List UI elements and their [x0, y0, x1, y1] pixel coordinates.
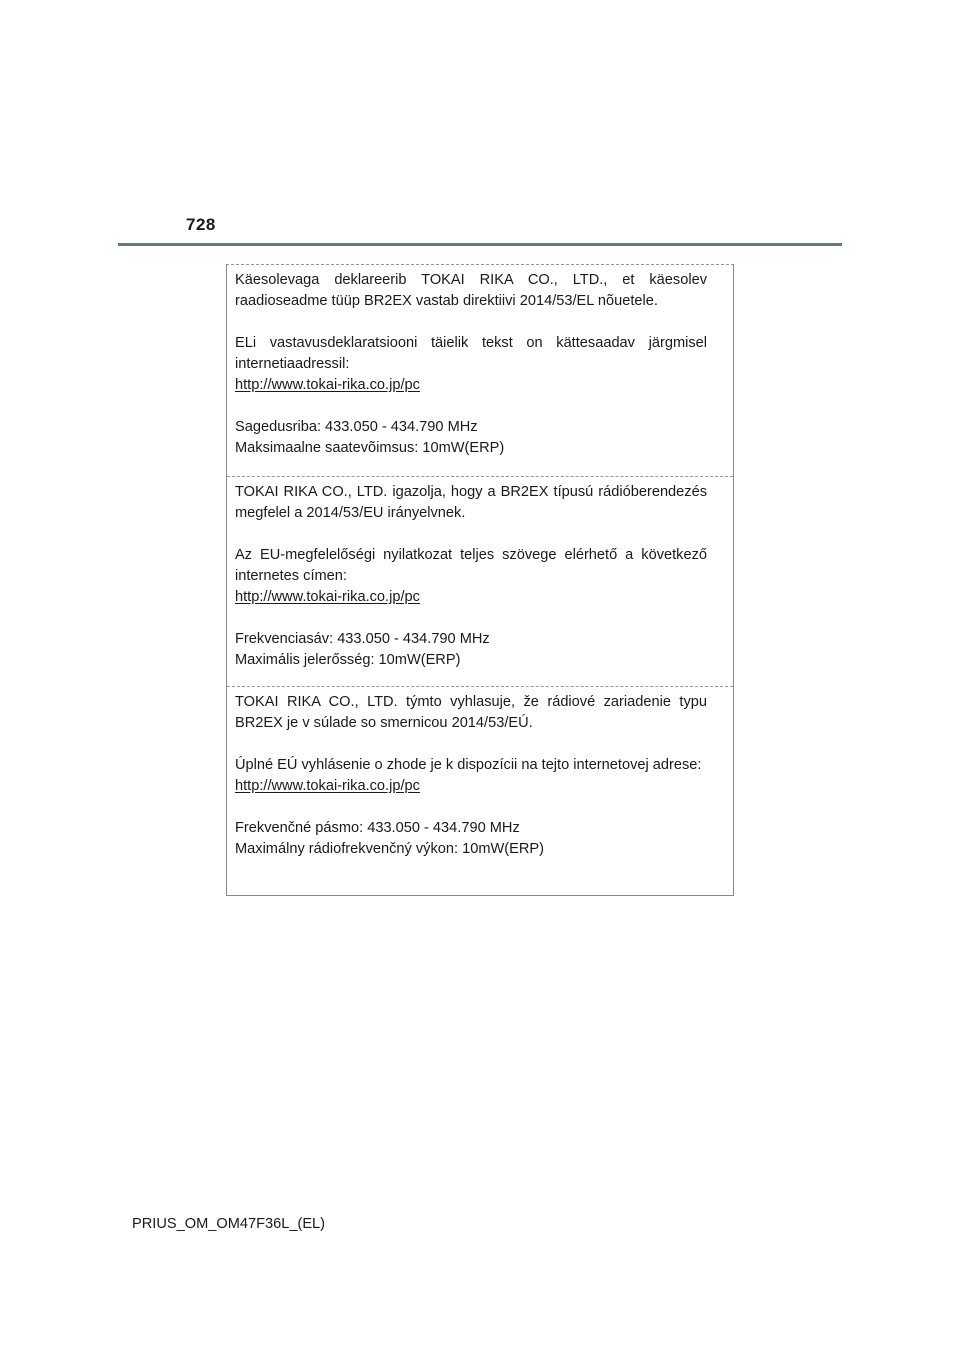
declaration-hungarian [227, 476, 733, 686]
declaration-url-link[interactable]: http://www.tokai-rika.co.jp/pc [235, 589, 420, 605]
full-text-notice: Az EU-megfelelőségi nyilatkozat teljes szövege elérhető a következő internetes címen: [235, 547, 707, 584]
declaration-url-link[interactable]: http://www.tokai-rika.co.jp/pc [235, 377, 420, 393]
declaration-statement: TOKAI RIKA CO., LTD. týmto vyhlasuje, že rádiové zariadenie typu BR2EX je v súlade so smernicou 2014/53/EÚ. [235, 694, 707, 731]
frequency-band: Frekvenčné pásmo: 433.050 - 434.790 MHz [235, 820, 520, 836]
full-text-notice: ELi vastavusdeklaratsiooni täielik tekst on kättesaadav järgmisel internetiaadressil: [235, 335, 707, 372]
declaration-statement: Käesolevaga deklareerib TOKAI RIKA CO., LTD., et käesolev raadioseadme tüüp BR2EX vastab direktiivi 2014/53/EL nõuetele. [235, 272, 707, 309]
max-power: Maximális jelerősség: 10mW(ERP) [235, 652, 461, 668]
page-number: 728 [186, 215, 216, 234]
declaration-url-link[interactable]: http://www.tokai-rika.co.jp/pc [235, 778, 420, 794]
declaration-slovak [227, 686, 733, 895]
frequency-band: Frekvenciasáv: 433.050 - 434.790 MHz [235, 631, 490, 647]
max-power: Maximálny rádiofrekvenčný výkon: 10mW(ERP) [235, 841, 544, 857]
document-code: PRIUS_OM_OM47F36L_(EL) [132, 1216, 326, 1232]
max-power: Maksimaalne saatevõimsus: 10mW(ERP) [235, 440, 505, 456]
declaration-table [226, 264, 734, 896]
header-rule [118, 243, 842, 246]
declaration-statement: TOKAI RIKA CO., LTD. igazolja, hogy a BR2EX típusú rádióberendezés megfelel a 2014/53/EU irányelvnek. [235, 484, 707, 521]
full-text-notice: Úplné EÚ vyhlásenie o zhode je k dispozícii na tejto internetovej adrese: [235, 757, 702, 773]
frequency-band: Sagedusriba: 433.050 - 434.790 MHz [235, 419, 478, 435]
declaration-estonian [227, 265, 733, 476]
